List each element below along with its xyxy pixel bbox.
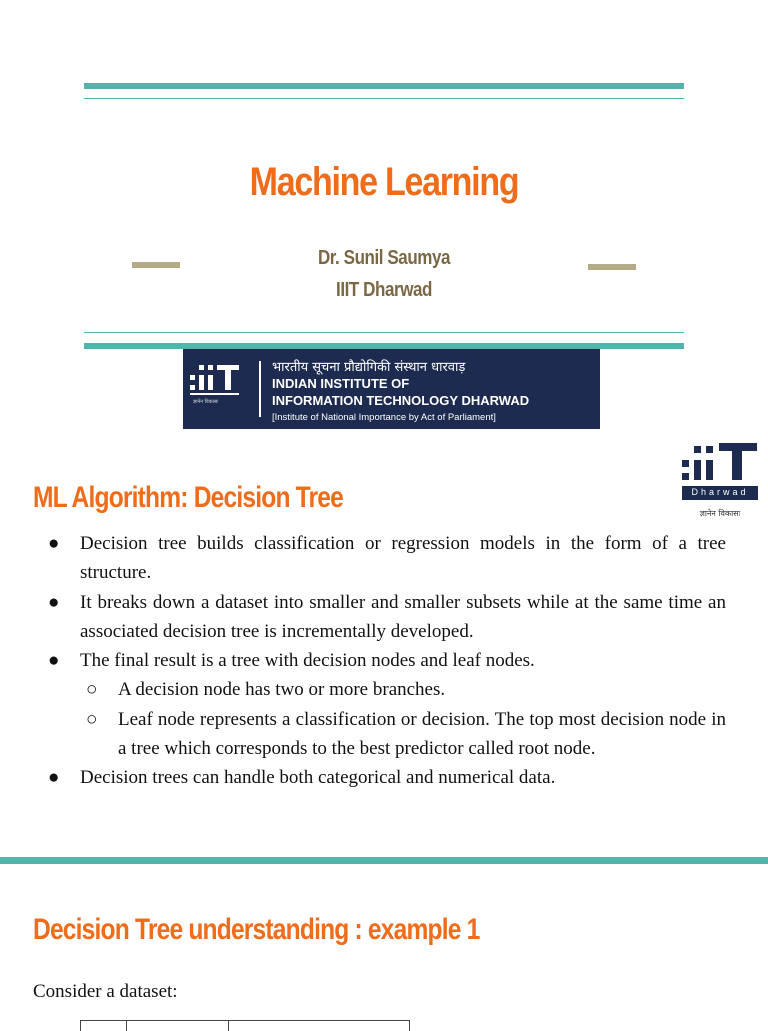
section2-title: Decision Tree understanding : example 1 <box>33 913 480 946</box>
banner-line-1: INDIAN INSTITUTE OF <box>272 376 410 391</box>
banner-hindi-name: भारतीय सूचना प्रौद्योगिकी संस्थान धारवाड़ <box>272 360 466 375</box>
banner-logo-caption: ज्ञानेन विकासः <box>193 399 219 405</box>
institute-banner <box>183 349 600 429</box>
bullet-marker: ● <box>48 533 60 554</box>
bullet-marker: ● <box>48 650 60 672</box>
top-rule-thin <box>84 98 684 99</box>
top-rule-thick <box>84 83 684 89</box>
list-item: ● It breaks down a dataset into smaller and smaller subsets while at the same time an associated decision tree is incrementally developed. <box>48 588 726 647</box>
sub-bullet-marker: ○ <box>86 679 98 701</box>
bullet-marker: ● <box>48 591 60 613</box>
bullet-list <box>48 529 726 793</box>
banner-line-3: [Institute of National Importance by Act of Parliament] <box>272 412 496 423</box>
list-item: ● The final result is a tree with decision nodes and leaf nodes. <box>48 646 726 675</box>
author-name: Dr. Sunil Saumya <box>317 247 451 269</box>
sub-list-item: ○ A decision node has two or more branches. <box>48 675 726 704</box>
bullet-marker: ● <box>48 767 60 789</box>
corner-logo-caption: ज्ञानेन विकासः <box>699 509 741 518</box>
sub-list-item: ○ Leaf node represents a classification or decision. The top most decision node in a tree which corresponds to the best predictor called root node. <box>48 705 726 764</box>
corner-logo <box>680 440 760 522</box>
banner-line-2: INFORMATION TECHNOLOGY DHARWAD <box>272 393 530 408</box>
page-title: Machine Learning <box>249 160 519 204</box>
list-item: ● Decision tree builds classification or regression models in the form of a tree structure. <box>48 529 726 588</box>
slide-separator <box>0 857 768 864</box>
corner-logo-wordmark: Dharwad <box>691 487 749 497</box>
bottom-rule-thin <box>84 332 684 333</box>
institute-name: IIIT Dharwad <box>336 279 432 301</box>
section-title: ML Algorithm: Decision Tree <box>33 481 344 514</box>
sub-bullet-marker: ○ <box>86 708 98 730</box>
list-item: ● Decision trees can handle both categorical and numerical data. <box>48 763 726 792</box>
banner-divider <box>259 361 261 417</box>
dataset-intro: Consider a dataset: <box>33 981 178 1002</box>
dataset-table <box>80 1020 410 1031</box>
